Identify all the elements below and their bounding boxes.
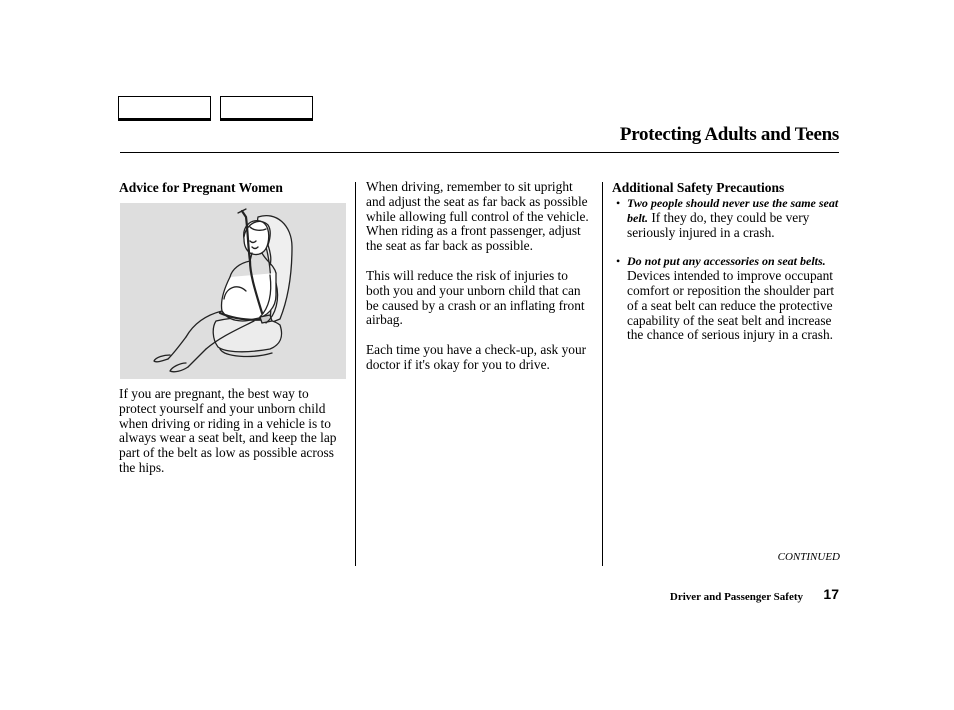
bullet-text: If they do, they could be very seriously injured in a crash. bbox=[627, 209, 810, 240]
nav-tab-1[interactable] bbox=[118, 96, 211, 121]
bullet-icon: • bbox=[616, 254, 621, 269]
list-item bbox=[612, 254, 844, 343]
section-heading-safety-precautions: Additional Safety Precautions bbox=[612, 180, 785, 195]
pregnancy-advice-paragraph: If you are pregnant, the best way to protect yourself and your unborn child when driving or riding in a vehicle is to always wear a seat belt, and keep the lap part of the belt as low as possible across the hips. bbox=[119, 386, 337, 475]
section-heading-pregnant-women: Advice for Pregnant Women bbox=[119, 180, 283, 195]
doctor-checkup-paragraph: Each time you have a check-up, ask your doctor if it's okay for you to drive. bbox=[366, 342, 587, 372]
page-title: Protecting Adults and Teens bbox=[619, 124, 839, 145]
seat-position-paragraph: When driving, remember to sit upright and adjust the seat as far back as possible while allowing full control of the vehicle. When riding as a front passenger, adjust the seat as far back as possible. bbox=[366, 179, 589, 254]
nav-tab-2[interactable] bbox=[220, 96, 313, 121]
title-divider bbox=[120, 152, 839, 153]
column-divider-1 bbox=[355, 182, 356, 566]
bullet-lead: Do not put any accessories on seat belts. bbox=[627, 254, 826, 269]
injury-risk-paragraph: This will reduce the risk of injuries to both you and your unborn child that can be caused by a crash or an inflating front airbag. bbox=[366, 268, 585, 328]
pregnant-woman-illustration bbox=[120, 203, 346, 379]
list-item bbox=[612, 196, 844, 240]
bullet-lead: Two people should never use the same seat belt. bbox=[627, 196, 839, 225]
page-number: 17 bbox=[823, 586, 839, 602]
safety-precautions-list bbox=[612, 196, 844, 357]
column-divider-2 bbox=[602, 182, 603, 566]
bullet-icon: • bbox=[616, 196, 621, 210]
continued-label: CONTINUED bbox=[777, 551, 840, 563]
bullet-text: Devices intended to improve occupant comfort or reposition the shoulder part of a seat belt can reduce the protective capability of the seat belt and increase the chance of serious injury in a crash. bbox=[627, 268, 835, 343]
footer-section-name: Driver and Passenger Safety bbox=[669, 591, 803, 603]
